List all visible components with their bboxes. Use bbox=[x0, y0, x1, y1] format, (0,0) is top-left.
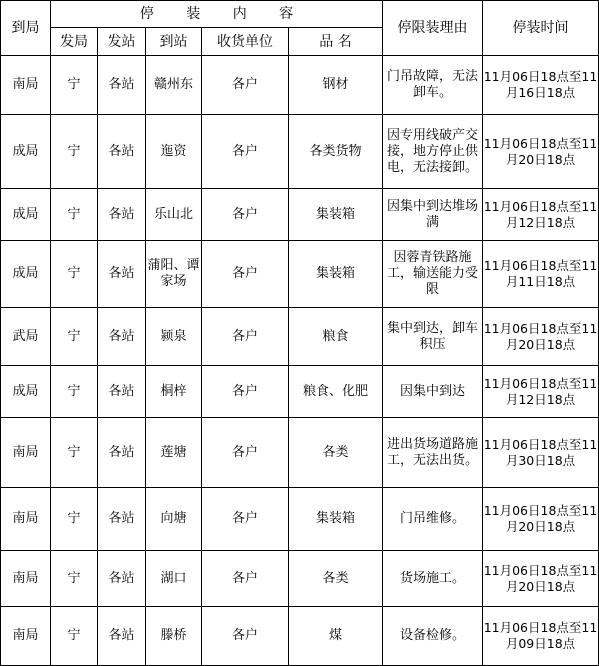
time-cell: 11月06日18点至11月12日18点 bbox=[483, 366, 599, 418]
goods-cell: 集装箱 bbox=[289, 189, 383, 241]
dest-bureau-cell: 成局 bbox=[1, 366, 51, 418]
consignee-cell: 各户 bbox=[202, 418, 289, 488]
header-reason: 停限装理由 bbox=[383, 1, 483, 56]
header-row-1 bbox=[1, 1, 599, 28]
to-station-cell: 乐山北 bbox=[146, 189, 202, 241]
table-row bbox=[1, 607, 599, 666]
time-cell: 11月06日18点至11月09日18点 bbox=[483, 607, 599, 666]
goods-cell: 集装箱 bbox=[289, 241, 383, 308]
table-row bbox=[1, 115, 599, 189]
from-bureau-cell: 宁 bbox=[51, 241, 98, 308]
from-station-cell: 各站 bbox=[98, 418, 146, 488]
dest-bureau-cell: 南局 bbox=[1, 551, 51, 607]
from-station-cell: 各站 bbox=[98, 607, 146, 666]
dest-bureau-cell: 武局 bbox=[1, 308, 51, 366]
goods-cell: 钢材 bbox=[289, 56, 383, 115]
consignee-cell: 各户 bbox=[202, 115, 289, 189]
dest-bureau-cell: 成局 bbox=[1, 189, 51, 241]
consignee-cell: 各户 bbox=[202, 189, 289, 241]
consignee-cell: 各户 bbox=[202, 607, 289, 666]
table-row bbox=[1, 56, 599, 115]
to-station-cell: 桐梓 bbox=[146, 366, 202, 418]
to-station-cell: 颍泉 bbox=[146, 308, 202, 366]
reason-cell: 设备检修。 bbox=[383, 607, 483, 666]
time-cell: 11月06日18点至11月16日18点 bbox=[483, 56, 599, 115]
from-bureau-cell: 宁 bbox=[51, 551, 98, 607]
time-cell: 11月06日18点至11月30日18点 bbox=[483, 418, 599, 488]
dest-bureau-cell: 成局 bbox=[1, 241, 51, 308]
table-row bbox=[1, 551, 599, 607]
time-cell: 11月06日18点至11月20日18点 bbox=[483, 488, 599, 551]
header-dest-bureau: 到局 bbox=[1, 1, 51, 56]
from-bureau-cell: 宁 bbox=[51, 189, 98, 241]
reason-cell: 进出货场道路施工，无法出货。 bbox=[383, 418, 483, 488]
header-goods: 品 名 bbox=[289, 28, 383, 56]
from-bureau-cell: 宁 bbox=[51, 366, 98, 418]
from-bureau-cell: 宁 bbox=[51, 308, 98, 366]
to-station-cell: 迤资 bbox=[146, 115, 202, 189]
from-station-cell: 各站 bbox=[98, 241, 146, 308]
header-time: 停装时间 bbox=[483, 1, 599, 56]
reason-cell: 集中到达，卸车积压 bbox=[383, 308, 483, 366]
consignee-cell: 各户 bbox=[202, 241, 289, 308]
to-station-cell: 赣州东 bbox=[146, 56, 202, 115]
header-from-bureau: 发局 bbox=[51, 28, 98, 56]
time-cell: 11月06日18点至11月12日18点 bbox=[483, 189, 599, 241]
consignee-cell: 各户 bbox=[202, 488, 289, 551]
time-cell: 11月06日18点至11月20日18点 bbox=[483, 308, 599, 366]
dest-bureau-cell: 南局 bbox=[1, 488, 51, 551]
goods-cell: 各类 bbox=[289, 551, 383, 607]
to-station-cell: 湖口 bbox=[146, 551, 202, 607]
goods-cell: 集装箱 bbox=[289, 488, 383, 551]
from-bureau-cell: 宁 bbox=[51, 418, 98, 488]
consignee-cell: 各户 bbox=[202, 308, 289, 366]
from-station-cell: 各站 bbox=[98, 551, 146, 607]
table-row bbox=[1, 488, 599, 551]
to-station-cell: 蒲阳、谭家场 bbox=[146, 241, 202, 308]
dest-bureau-cell: 南局 bbox=[1, 418, 51, 488]
goods-cell: 各类货物 bbox=[289, 115, 383, 189]
dest-bureau-cell: 南局 bbox=[1, 607, 51, 666]
to-station-cell: 向塘 bbox=[146, 488, 202, 551]
consignee-cell: 各户 bbox=[202, 551, 289, 607]
reason-cell: 因集中到达堆场满 bbox=[383, 189, 483, 241]
from-station-cell: 各站 bbox=[98, 308, 146, 366]
goods-cell: 各类 bbox=[289, 418, 383, 488]
from-station-cell: 各站 bbox=[98, 488, 146, 551]
table-row bbox=[1, 308, 599, 366]
reason-cell: 因集中到达 bbox=[383, 366, 483, 418]
from-station-cell: 各站 bbox=[98, 56, 146, 115]
header-to-station: 到站 bbox=[146, 28, 202, 56]
time-cell: 11月06日18点至11月11日18点 bbox=[483, 241, 599, 308]
goods-cell: 粮食、化肥 bbox=[289, 366, 383, 418]
goods-cell: 粮食 bbox=[289, 308, 383, 366]
from-bureau-cell: 宁 bbox=[51, 115, 98, 189]
from-bureau-cell: 宁 bbox=[51, 56, 98, 115]
header-content-group: 停 装 内 容 bbox=[51, 1, 383, 28]
reason-cell: 门吊维修。 bbox=[383, 488, 483, 551]
from-station-cell: 各站 bbox=[98, 366, 146, 418]
reason-cell: 门吊故障，无法卸车。 bbox=[383, 56, 483, 115]
table-row bbox=[1, 366, 599, 418]
goods-cell: 煤 bbox=[289, 607, 383, 666]
header-from-station: 发站 bbox=[98, 28, 146, 56]
dest-bureau-cell: 成局 bbox=[1, 115, 51, 189]
reason-cell: 因蓉青铁路施工，输送能力受限 bbox=[383, 241, 483, 308]
table-row bbox=[1, 189, 599, 241]
to-station-cell: 莲塘 bbox=[146, 418, 202, 488]
table-row bbox=[1, 241, 599, 308]
from-bureau-cell: 宁 bbox=[51, 488, 98, 551]
consignee-cell: 各户 bbox=[202, 56, 289, 115]
to-station-cell: 滕桥 bbox=[146, 607, 202, 666]
table-row bbox=[1, 418, 599, 488]
header-consignee: 收货单位 bbox=[202, 28, 289, 56]
from-station-cell: 各站 bbox=[98, 115, 146, 189]
time-cell: 11月06日18点至11月20日18点 bbox=[483, 551, 599, 607]
reason-cell: 因专用线破产交接，地方停止供电，无法接卸。 bbox=[383, 115, 483, 189]
dest-bureau-cell: 南局 bbox=[1, 56, 51, 115]
from-bureau-cell: 宁 bbox=[51, 607, 98, 666]
table-body bbox=[1, 56, 599, 666]
time-cell: 11月06日18点至11月20日18点 bbox=[483, 115, 599, 189]
from-station-cell: 各站 bbox=[98, 189, 146, 241]
consignee-cell: 各户 bbox=[202, 366, 289, 418]
reason-cell: 货场施工。 bbox=[383, 551, 483, 607]
